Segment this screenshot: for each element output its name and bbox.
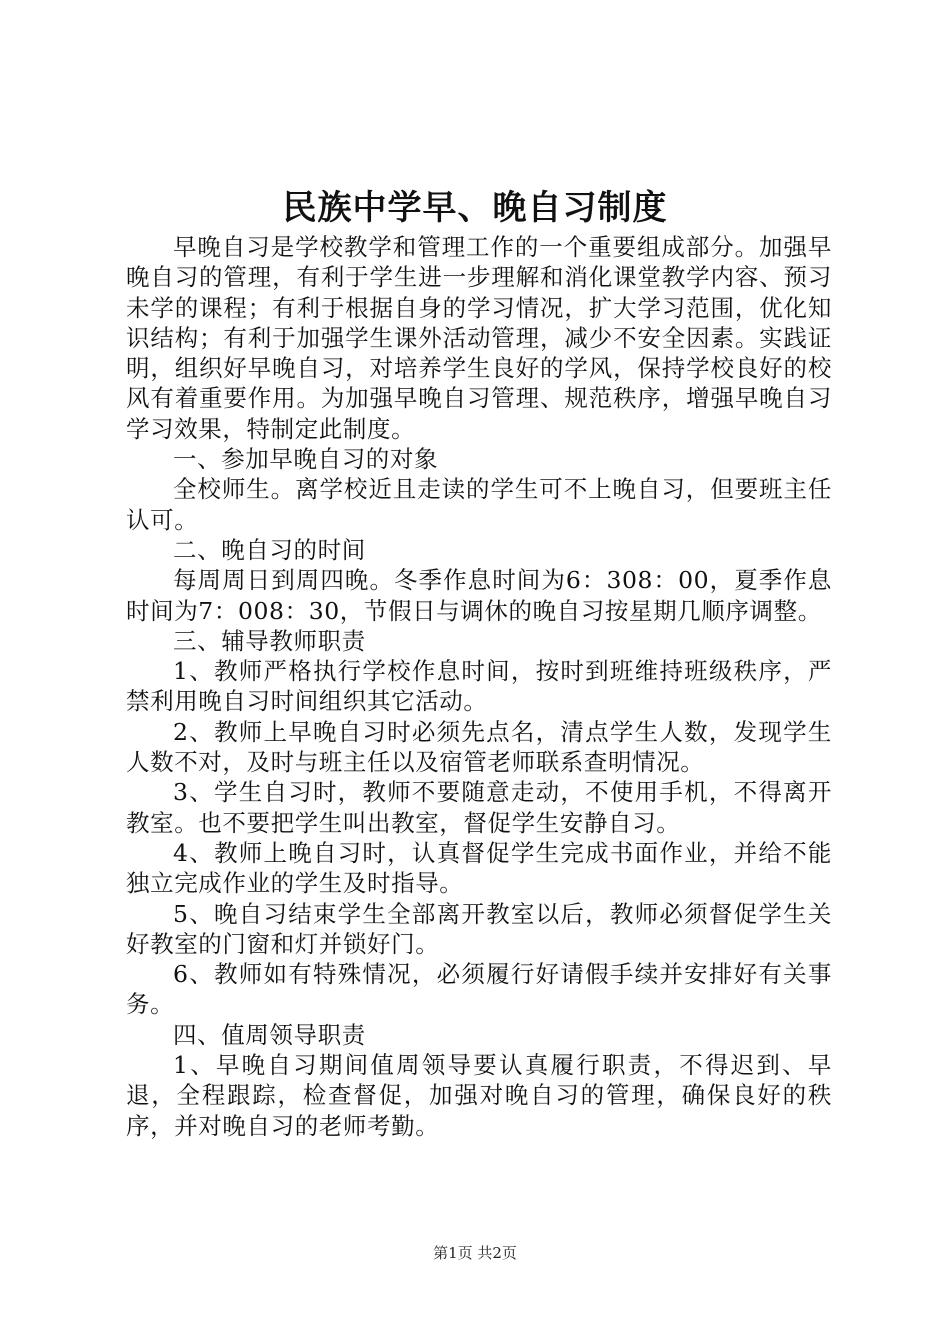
section-heading-teacher-duties: 三、辅导教师职责 [173, 626, 366, 655]
section-heading-time: 二、晚自习的时间 [173, 535, 366, 564]
document-title: 民族中学早、晚自习制度 [282, 188, 668, 228]
section-heading-leader-duties: 四、值周领导职责 [173, 1020, 366, 1049]
section-heading-participants: 一、参加早晚自习的对象 [173, 445, 439, 474]
teacher-duty-item: 3、学生自习时，教师不要随意走动，不使用手机，不得离开教室。也不要把学生叫出教室，督促学生安静自习。 [126, 778, 832, 837]
document-body [126, 232, 832, 1141]
time-paragraph: 每周周日到周四晚。冬季作息时间为6：308：00，夏季作息时间为7：008：30，节假日与调休的晚自习按星期几顺序调整。 [126, 566, 832, 625]
participants-paragraph: 全校师生。离学校近且走读的学生可不上晚自习，但要班主任认可。 [126, 475, 832, 534]
teacher-duty-item: 5、晚自习结束学生全部离开教室以后，教师必须督促学生关好教室的门窗和灯并锁好门。 [126, 899, 832, 958]
teacher-duty-item: 2、教师上早晚自习时必须先点名，清点学生人数，发现学生人数不对，及时与班主任以及宿管老师联系查明情况。 [126, 717, 832, 777]
teacher-duty-item: 1、教师严格执行学校作息时间，按时到班维持班级秩序，严禁利用晚自习时间组织其它活动。 [126, 657, 832, 716]
leader-duty-item: 1、早晚自习期间值周领导要认真履行职责，不得迟到、早退，全程跟踪，检查督促，加强对晚自习的管理，确保良好的秩序，并对晚自习的老师考勤。 [126, 1051, 832, 1140]
intro-paragraph: 早晚自习是学校教学和管理工作的一个重要组成部分。加强早晚自习的管理，有利于学生进一步理解和消化课堂教学内容、预习未学的课程；有利于根据自身的学习情况，扩大学习范围，优化知识结构；有利于加强学生课外活动管理，减少不安全因素。实践证明，组织好早晚自习，对培养学生良好的学风，保持学校良好的校风有着重要作用。为加强早晚自习管理、规范秩序，增强早晚自习学习效果，特制定此制度。 [126, 233, 832, 443]
teacher-duty-item: 6、教师如有特殊情况，必须履行好请假手续并安排好有关事务。 [126, 960, 832, 1019]
teacher-duty-item: 4、教师上晚自习时，认真督促学生完成书面作业，并给不能独立完成作业的学生及时指导。 [126, 838, 832, 898]
page-number-footer: 第1页 共2页 [433, 1244, 517, 1262]
